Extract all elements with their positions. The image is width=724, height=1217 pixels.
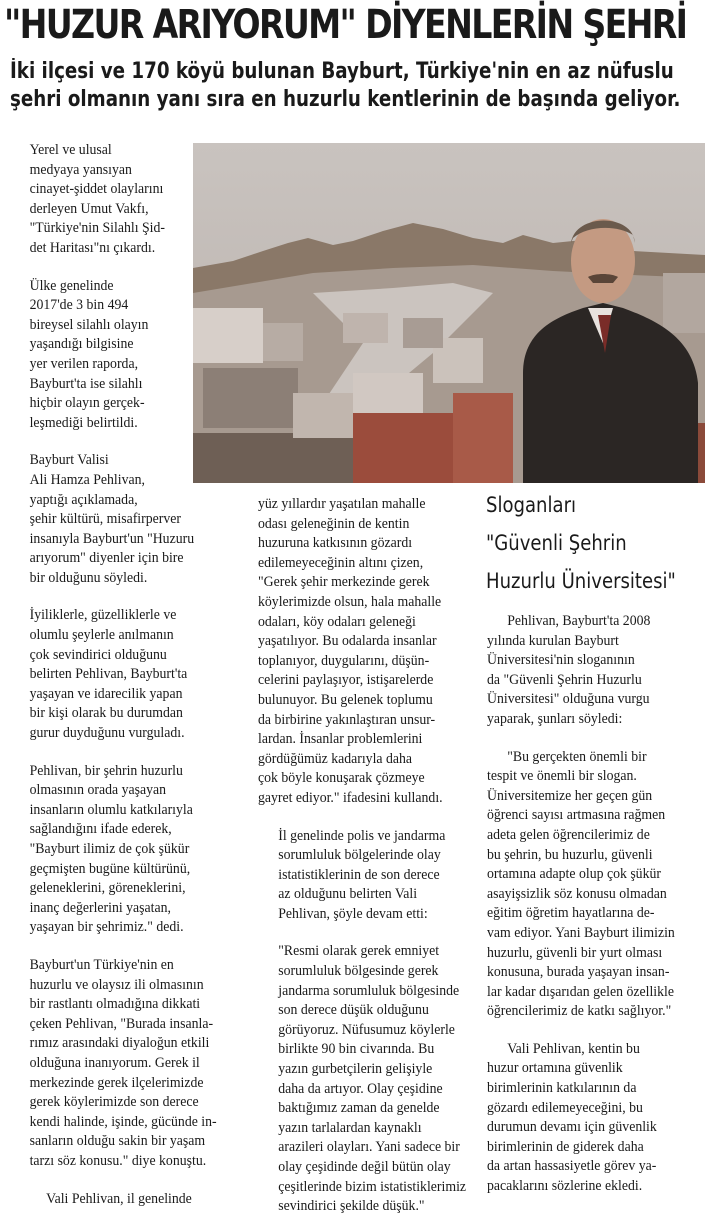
text-line: öğrencilerimiz de katkı sağlıyor." [487,1003,672,1020]
text-line: yazın gurbetçilerin gelişiyle [278,1061,433,1078]
deck-line: şehri olmanın yanı sıra en huzurlu kentlerinin de başında geliyor. [10,87,681,112]
text-line: yer verilen raporda, [29,355,139,372]
text-line: insanların olumlu katkılarıyla [29,801,193,818]
text-line: belirten Pehlivan, Bayburt'ta [29,666,188,683]
text-line: az olduğunu belirten Vali [278,886,418,903]
text-line: "Bayburt ilimiz de çok şükür [29,841,190,857]
text-line: hiçbir olayın gerçek- [29,395,145,412]
paragraph [258,827,479,925]
paragraph [487,1040,717,1197]
text-line: Vali Pehlivan, kentin bu [507,1040,640,1057]
text-line: birlikte 90 bin civarında. Bu [278,1041,435,1058]
text-line: adeta gelen öğrencilerimiz de [487,826,650,843]
text-line: celerini paylaşıyor, istişarelerde [258,672,434,689]
text-line: sorumluluk bölgesinde gerek [278,963,439,980]
text-line: köylerimizde olsun, hala mahalle [258,593,442,610]
text-line: insanıyla Bayburt'un "Huzuru [29,530,195,547]
text-line: yaptığı açıklamada, [29,491,138,508]
photo-illustration [193,143,705,483]
text-line: da artan hassasiyetle görev ya- [487,1158,657,1175]
text-line: baktığımız zaman da genelde [278,1100,440,1117]
text-line: asayişsizlik söz konusu olmadan [487,885,667,902]
paragraph [2,277,232,434]
text-line: yaşatılıyor. Bu odalarda insanlar [258,633,437,650]
deck [10,58,707,114]
text-line: birimlerinin katkılarının da [487,1080,637,1097]
text-line: cinayet-şiddet olaylarını [29,181,164,198]
column-left [2,141,232,1209]
text-line: gerek köylerimizde son derece [29,1094,199,1111]
text-line: gözardı edilemeyeceğini, bu [487,1099,643,1116]
text-line: Bayburt Valisi [29,452,109,469]
text-line: Üniversitesi'nin sloganının [487,652,635,669]
text-line: huzuruna katkısının gözardı [258,535,413,552]
text-line: odaları, köy odaları geleneği [258,613,416,630]
paragraph [258,495,479,809]
text-line: derleyen Umut Vakfı, [29,200,149,217]
text-line: çeken Pehlivan, "Burada insanla- [29,1015,214,1032]
paragraph [2,956,232,1172]
text-line: yaşayan bir şehrimiz." dedi. [29,919,184,936]
text-line: daha da artıyor. Olay çeşidine [278,1080,443,1097]
text-line: ortamına adapte olup çok şükür [487,866,661,883]
text-line: geleneklerini, göreneklerini, [29,880,186,897]
text-line: durumun devamı için güvenlik [487,1119,657,1136]
text-line: yaşandığı bilgisine [29,336,134,353]
text-line: gayret ediyor." ifadesini kullandı. [258,789,443,806]
text-line: sanların olduğu sakin bir yaşam [29,1133,206,1150]
text-line: sorumluluk bölgelerinde olay [278,847,441,864]
text-line: pacaklarını sözlerine ekledi. [487,1178,643,1195]
text-line: huzurlu, güvenli bir yurt olması [487,944,663,961]
text-line: lar kadar dışarıdan gelen özellikle [487,983,674,1000]
text-line: sağlandığını ifade ederek, [29,821,172,838]
text-line: tespit ve önemli bir slogan. [487,768,637,785]
headline: "HUZUR ARIYORUM" DİYENLERİN ŞEHRİ [4,2,687,48]
text-line: konusuna, burada yaşayan insan- [487,964,670,981]
text-line: şehir kültürü, misafirperver [29,511,181,528]
text-line: bir rastlantı olmadığına dikkati [29,996,201,1013]
text-line: çeşitlerinde bizim istatistiklerimiz [278,1178,467,1195]
text-line: yazın tarlalardan kaynaklı [278,1119,422,1136]
text-line: det Haritası"nı çıkardı. [29,239,156,256]
subhead-line: Huzurlu Üniversitesi" [486,569,676,593]
deck-line: İki ilçesi ve 170 köyü bulunan Bayburt, Türkiye'nin en az nüfuslu [10,59,674,84]
text-line: olduğuna inanıyorum. Gerek il [29,1054,200,1071]
text-line: bir olduğunu söyledi. [29,569,148,586]
text-line: "Gerek şehir merkezinde gerek [258,574,430,591]
text-line: Bayburt'un Türkiye'nin en [29,956,174,973]
text-line: da "Güvenli Şehrin Huzurlu [487,671,642,688]
text-line: çok böyle konuşarak çözmeye [258,770,425,787]
text-line: olumlu şeylerle anılmanın [29,627,174,644]
subhead-line: "Güvenli Şehrin [486,531,627,555]
article-photo [193,143,705,483]
text-line: Yerel ve ulusal [29,142,112,158]
text-line: arazileri olayları. Yani sadece bir [278,1139,460,1156]
text-line: Pehlivan, Bayburt'ta 2008 [507,613,651,629]
text-line: "Türkiye'nin Silahlı Şid- [29,220,165,237]
text-line: tarzı söz konusu." diye konuştu. [29,1152,207,1169]
text-line: yaşayan ve idarecilik yapan [29,685,183,702]
text-line: odası geleneğinin de kentin [258,515,410,532]
text-line: geçmişten bugüne kültürünü, [29,860,191,877]
text-line: vam ediyor. Yani Bayburt ilimizin [487,924,675,941]
text-line: Pehlivan, bir şehrin huzurlu [29,762,183,779]
text-line: Üniversitemize her geçen gün [487,787,653,804]
text-line: birimlerinin de giderek daha [487,1138,644,1155]
text-line: arıyorum" diyenler için bire [29,550,184,567]
text-line: eğitim öğretim hayatlarına de- [487,905,655,922]
text-line: leşmediği belirtildi. [29,414,138,431]
text-line: Üniversitesi" olduğuna vurgu [487,691,650,708]
text-line: toplanıyor, duygularını, düşün- [258,652,430,669]
text-line: huzur ortamına güvenlik [487,1060,623,1077]
text-line: Bayburt'ta ise silahlı [29,375,143,392]
text-line: Vali Pehlivan, il genelinde [46,1190,192,1207]
text-line: olmasının orada yaşayan [29,782,167,799]
text-line: İyiliklerle, güzelliklerle ve [29,607,177,624]
paragraph [2,606,232,743]
paragraph [2,451,232,588]
text-line: öğrenci sayısı artmasına rağmen [487,807,666,824]
text-line: bulunuyor. Bu gelenek toplumu [258,691,433,708]
text-line: çok sevindirici olduğunu [29,646,167,663]
text-line: kendi halinde, işinde, gücünde in- [29,1113,217,1130]
text-line: "Resmi olarak gerek emniyet [278,943,440,960]
text-line: huzurlu ve olaysız ili olmasının [29,976,204,993]
text-line: Ali Hamza Pehlivan, [29,471,145,488]
text-line: Ülke genelinde [29,277,114,294]
text-line: istatistiklerinin de son derece [278,866,440,883]
text-line: lardan. İnsanlar problemlerini [258,731,423,748]
text-line: 2017'de 3 bin 494 [29,297,129,314]
paragraph [487,612,717,730]
text-line: gurur duyduğunu vurguladı. [29,725,185,742]
text-line: bir kişi olarak bu durumdan [29,705,183,722]
text-line: sevindirici şekilde düşük." [278,1198,425,1215]
text-line: da birbirine yakınlaştıran unsur- [258,711,436,728]
text-line: merkezinde gerek ilçelerimizde [29,1074,204,1091]
text-line: "Bu gerçekten önemli bir [507,748,647,765]
column-right [487,612,717,1197]
subhead-line: Sloganları [486,493,577,517]
paragraph [2,141,232,259]
text-line: İl genelinde polis ve jandarma [278,827,446,844]
text-line: son derece düşük olduğunu [278,1002,429,1019]
text-line: bireysel silahlı olayın [29,316,149,333]
paragraph [487,748,717,1022]
text-line: yılında kurulan Bayburt [487,632,619,649]
text-line: inanç değerlerini yaşatan, [29,899,171,916]
text-line: bu şehrin, bu huzurlu, güvenli [487,846,653,863]
paragraph [258,942,479,1216]
text-line: jandarma sorumluluk bölgesinde [278,982,460,999]
text-line: görüyoruz. Nüfusumuz köylerle [278,1021,455,1038]
text-line: yaparak, şunları söyledi: [487,710,623,727]
column-middle [258,495,479,1217]
text-line: gördüğümüz kadarıyla daha [258,750,413,767]
text-line: yüz yıllardır yaşatılan mahalle [258,496,426,512]
text-line: edilemeyeceğinin altını çizen, [258,554,424,571]
text-line: Pehlivan, şöyle devam etti: [278,905,428,922]
text-line: rımız arasındaki diyaloğun etkili [29,1035,210,1052]
text-line: olay çeşidinde değil bütün olay [278,1159,451,1175]
paragraph [2,762,232,938]
text-line: medyaya yansıyan [29,161,132,178]
paragraph [2,1190,232,1210]
